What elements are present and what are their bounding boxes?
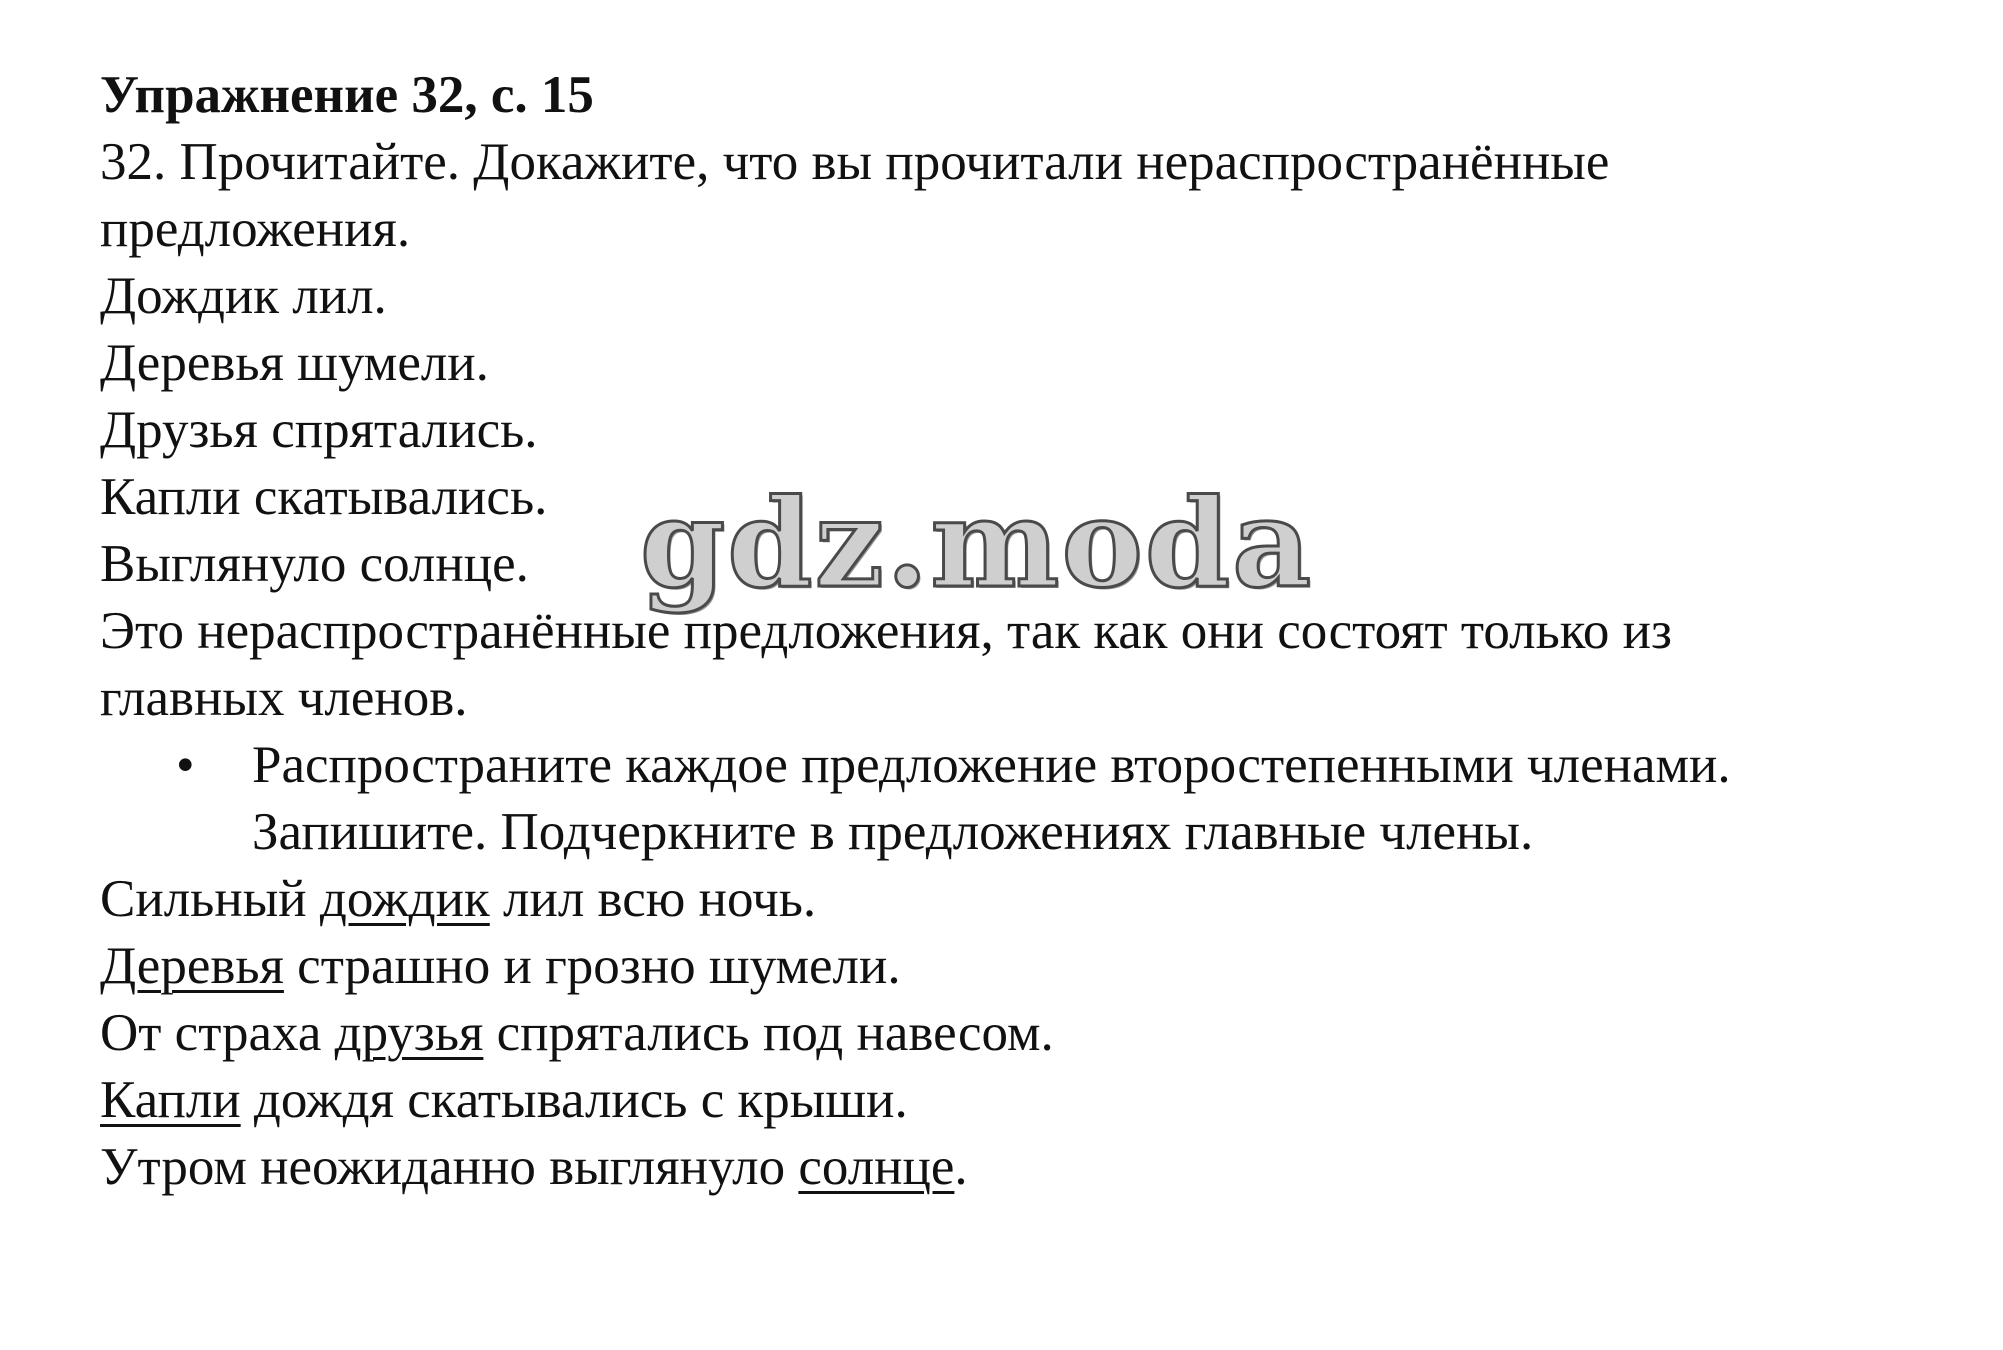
answer-5 [100,1134,1960,1201]
answer-subject: друзья [334,1004,484,1062]
bullet-task [100,732,1960,866]
answer-subject: солнце [798,1138,955,1196]
answer-2 [100,933,1960,1000]
exercise-title: Упражнение 32, с. 15 [100,66,594,124]
explanation-line-2: главных членов. [100,669,468,727]
sentence-3: Друзья спрятались. [100,401,538,459]
sentence-4: Капли скатывались. [100,468,548,526]
answer-subject: Деревья [100,937,284,995]
bullet-icon: • [176,736,195,794]
watermark-logo: gdz.moda [640,471,1314,615]
task-line-1: 32. Прочитайте. Докажите, что вы прочитали нераспространённые [100,133,1610,191]
answer-3 [100,1000,1960,1067]
answer-text-before: Утром неожиданно выглянуло [100,1138,799,1196]
answer-text-before: От страха [100,1004,335,1062]
answer-text-after: страшно и грозно шумели. [283,937,901,995]
answer-subject: Капли [100,1071,241,1129]
answer-text-after: . [954,1138,968,1196]
answer-text-after: спрятались под навесом. [483,1004,1054,1062]
answer-text-before: Сильный [100,870,320,928]
answer-1 [100,866,1960,933]
sentence-5: Выглянуло солнце. [100,535,529,593]
answer-4 [100,1067,1960,1134]
document-page [100,62,1960,1201]
bullet-line-2: Запишите. Подчеркните в предложениях главные члены. [252,803,1534,861]
explanation-line-1: Это нераспространённые предложения, так как они состоят только из [100,602,1672,660]
bullet-line-1: Распространите каждое предложение второстепенными членами. [252,736,1731,794]
answer-text-after: дождя скатывались с крыши. [240,1071,908,1129]
answer-text-after: лил всю ночь. [489,870,817,928]
sentence-2: Деревья шумели. [100,334,489,392]
answer-subject: дождик [319,870,490,928]
sentence-1: Дождик лил. [100,267,387,325]
task-line-2: предложения. [100,200,411,258]
